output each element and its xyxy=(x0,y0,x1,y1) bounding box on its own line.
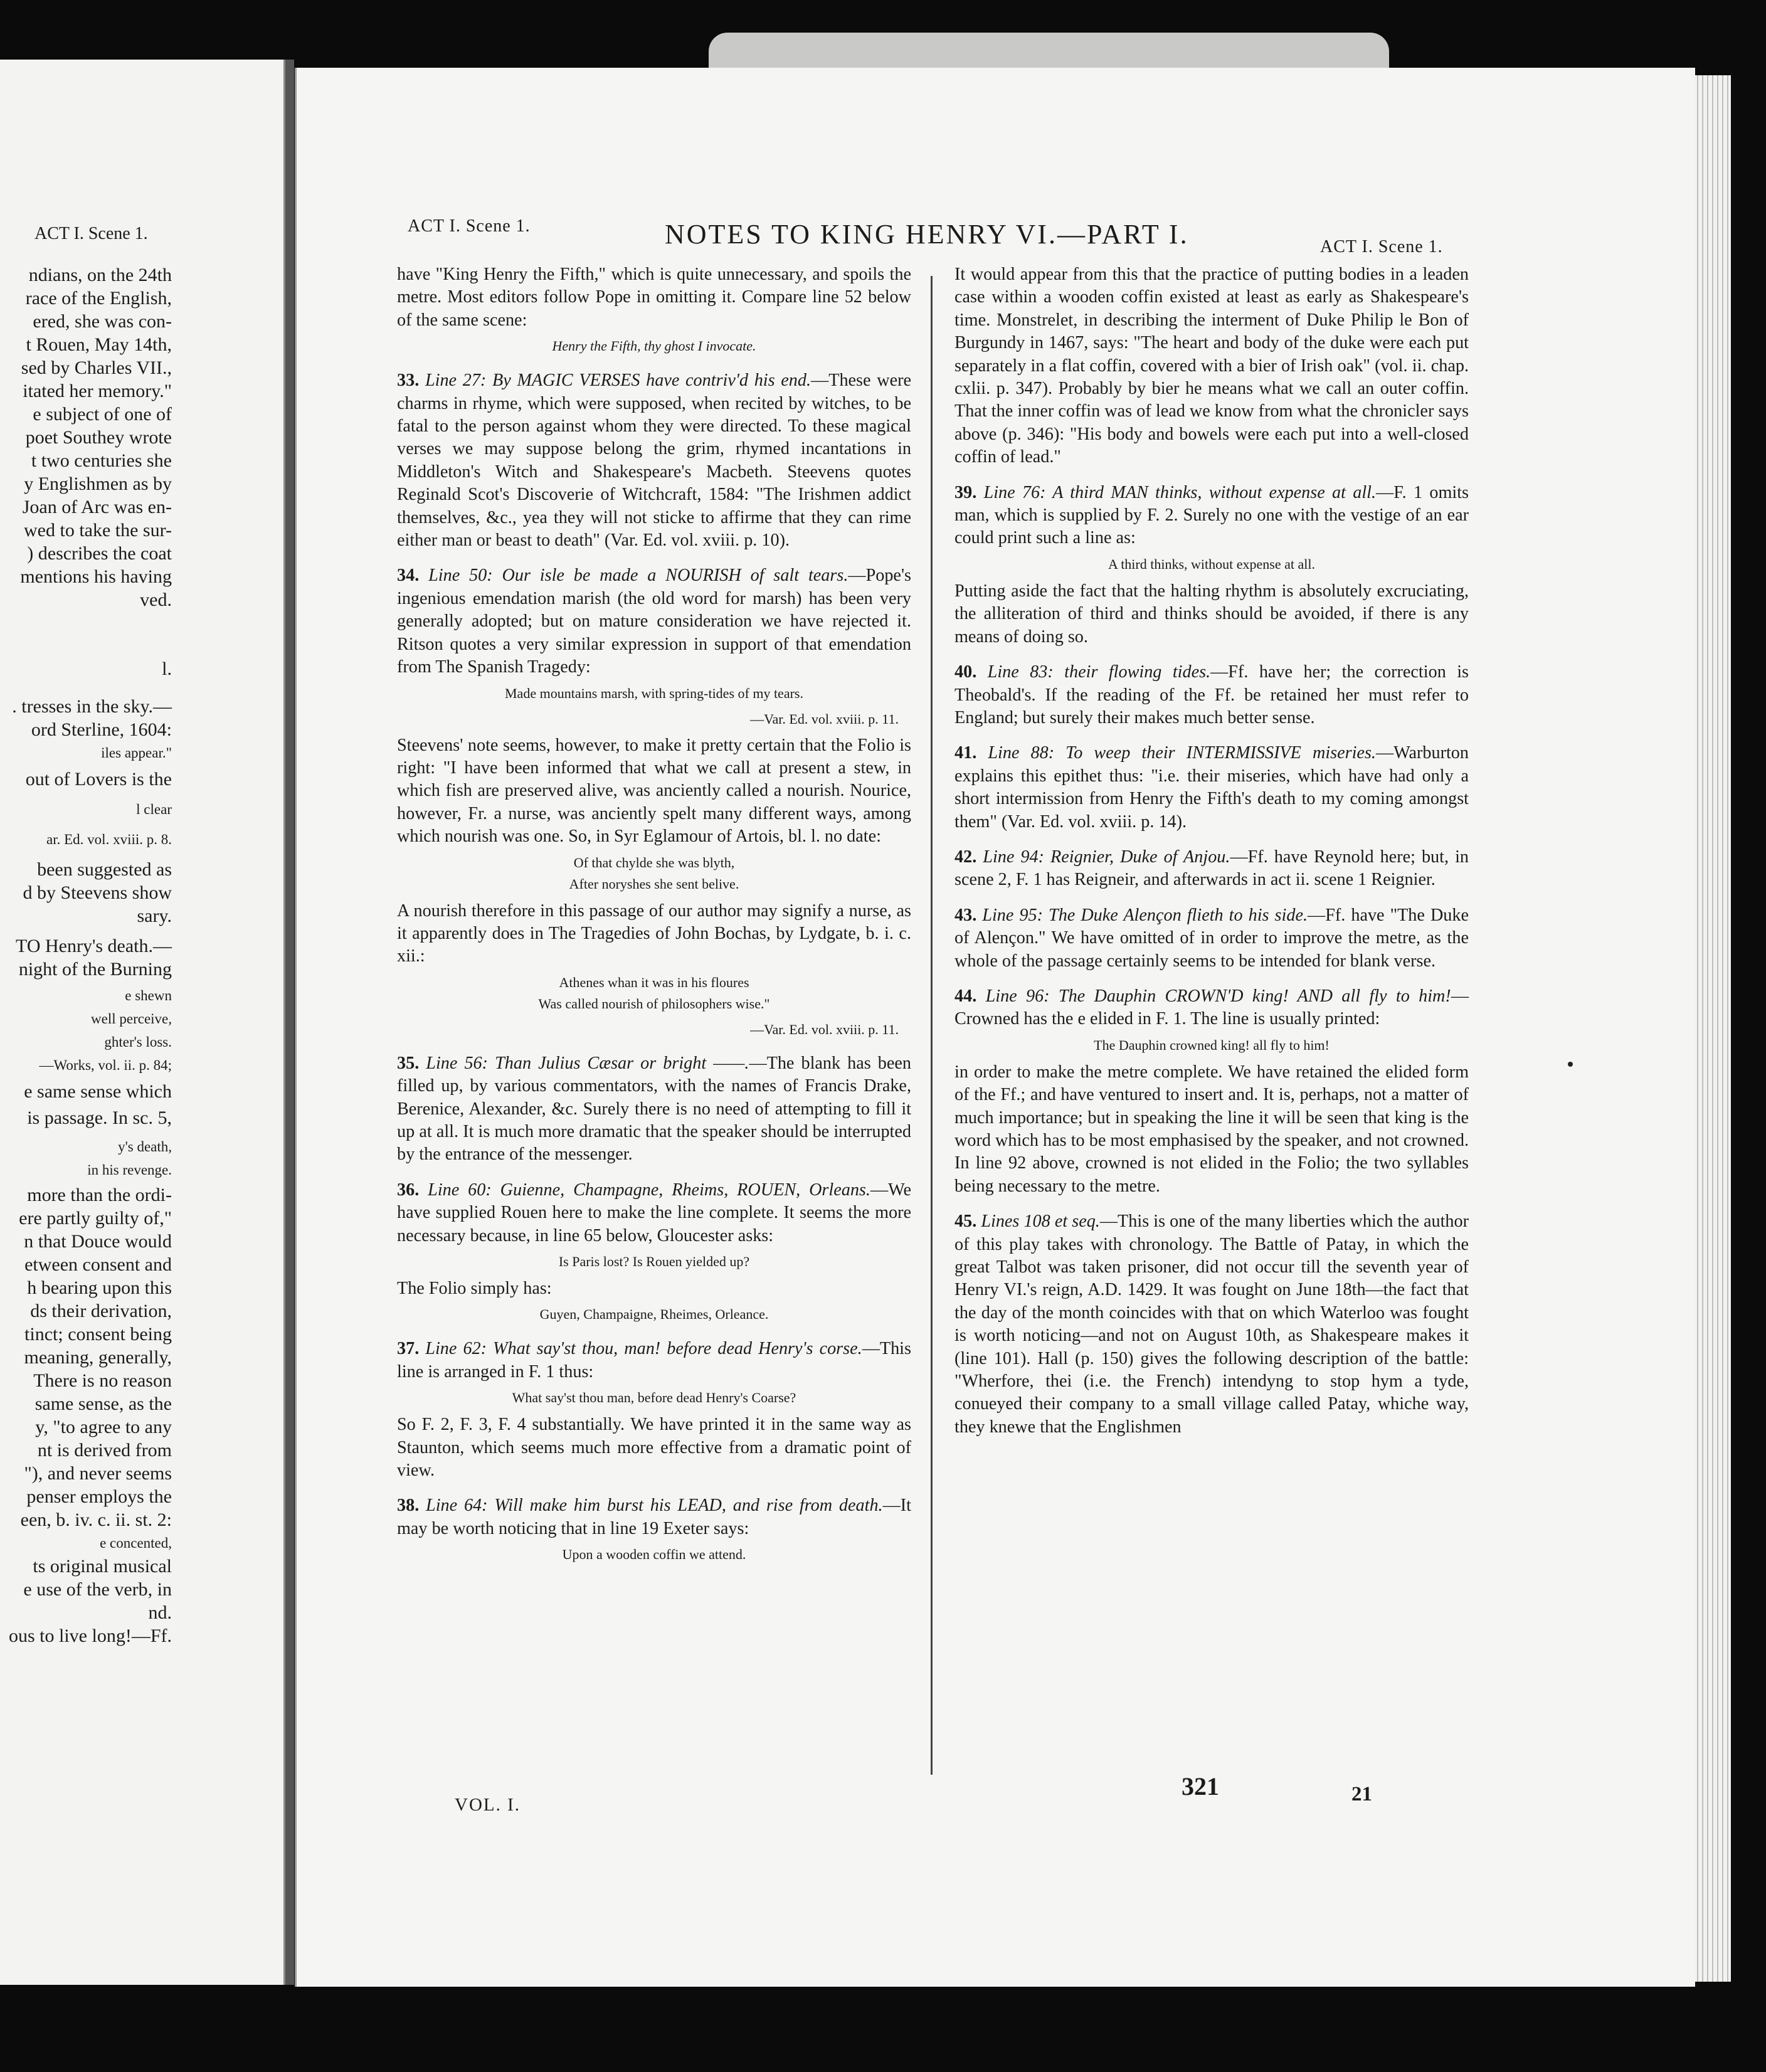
quotation: The Dauphin crowned king! all fly to him! xyxy=(1094,1037,1330,1053)
facing-page-line: ere partly guilty of," xyxy=(19,1208,172,1229)
note-44 xyxy=(954,985,1469,1031)
facing-page-line: ts original musical xyxy=(33,1556,172,1577)
facing-page-line: nt is derived from xyxy=(37,1440,172,1461)
facing-page-line: ered, she was con- xyxy=(33,311,172,332)
note-body: —Ff. have her; the correction is Theobald's. If the reading of the Ff. be retained her must refer to England; but surely their makes much better sense. xyxy=(954,662,1469,727)
note-body: —These were charms in rhyme, which were supposed, when recited by witches, to be fatal to the person against whom they were directed. To these magical verses we may suppose belong the grim, rhymed incantations in Middleton's Witch and Shakespeare's Macbeth. Steevens quotes Reginald Scot's Discoverie of Witchcraft, 1584: "The Irishmen addict themselves, &c., yea they will not sticke to affirme that they can rime either man or beast to death" (Var. Ed. vol. xviii. p. 10). xyxy=(397,371,911,551)
note-45 xyxy=(954,1210,1469,1439)
note-40 xyxy=(954,661,1469,729)
note-33 xyxy=(397,369,911,552)
note-body: —Warburton explains this epithet thus: "i.e. their miseries, which have had only a short intermission from Henry the Fifth's death to my coming amongst them" (Var. Ed. vol. xviii. p. 14). xyxy=(954,743,1469,832)
note-39 xyxy=(954,482,1469,550)
facing-page-line: d by Steevens show xyxy=(23,882,172,903)
note-lemma: Line 83: their flowing tides. xyxy=(987,662,1211,682)
note-lemma: Line 62: What say'st thou, man! before dead Henry's corse. xyxy=(425,1339,862,1359)
quotation-reference: —Var. Ed. vol. xviii. p. 11. xyxy=(750,711,899,727)
facing-page-line: nd. xyxy=(148,1602,172,1623)
note-lemma: Line 96: The Dauphin CROWN'D king! AND all fly to him! xyxy=(985,986,1451,1006)
note-number: 41. xyxy=(954,743,977,763)
note-body: Putting aside the fact that the halting rhythm is absolutely excruciating, the alliteration of third and thinks should be avoided, if there is any means of doing so. xyxy=(954,581,1469,647)
facing-page-line: TO Henry's death.— xyxy=(16,936,172,956)
note-number: 36. xyxy=(397,1180,420,1200)
quotation: Athenes whan it was in his floures xyxy=(559,974,749,990)
facing-page-line: well perceive, xyxy=(91,1011,172,1027)
facing-page-line: itated her memory." xyxy=(23,381,172,401)
facing-page-line: wed to take the sur- xyxy=(24,520,172,541)
note-number: 35. xyxy=(397,1053,420,1073)
note-number: 33. xyxy=(397,371,420,391)
quotation: Made mountains marsh, with spring-tides of my tears. xyxy=(505,685,803,701)
facing-page-line: e shewn xyxy=(125,988,172,1003)
facing-page-header: ACT I. Scene 1. xyxy=(34,224,148,243)
facing-page-line: ghter's loss. xyxy=(104,1034,172,1050)
note-body: The Folio simply has: xyxy=(397,1279,552,1298)
note-continuation: have "King Henry the Fifth," which is quite unnecessary, and spoils the metre. Most editors follow Pope in omitting it. Compare line 52 below of the same scene: xyxy=(397,265,911,330)
page-stack-edges xyxy=(1693,75,1731,1982)
facing-page-line: race of the English, xyxy=(25,288,172,309)
facing-page-line: poet Southey wrote xyxy=(25,427,172,448)
note-37 xyxy=(397,1338,911,1383)
quotation-reference: —Var. Ed. vol. xviii. p. 11. xyxy=(750,1021,899,1037)
note-lemma: Line 27: By MAGIC VERSES have contriv'd his end. xyxy=(425,371,812,391)
facing-page-line: night of the Burning xyxy=(18,959,172,980)
note-number: 37. xyxy=(397,1339,420,1359)
facing-page-line: mentions his having xyxy=(20,566,172,587)
note-lemma: Lines 108 et seq. xyxy=(981,1212,1100,1232)
note-lemma: Line 94: Reignier, Duke of Anjou. xyxy=(983,847,1230,867)
facing-page-line: in his revenge. xyxy=(87,1162,172,1178)
facing-page-line: e subject of one of xyxy=(33,404,172,425)
scan-speck xyxy=(1568,1062,1573,1067)
note-body: So F. 2, F. 3, F. 4 substantially. We have printed it in the same way as Staunton, which seems much more effective from a dramatic point of view. xyxy=(397,1415,911,1481)
facing-page-line: Joan of Arc was en- xyxy=(22,497,172,517)
note-34 xyxy=(397,564,911,679)
facing-page-line: ar. Ed. vol. xviii. p. 8. xyxy=(46,832,172,847)
column-divider xyxy=(931,276,933,1775)
note-number: 39. xyxy=(954,482,977,502)
note-lemma: Line 95: The Duke Alençon flieth to his side. xyxy=(982,905,1308,925)
note-body: —Pope's ingenious emendation marish (the old word for marsh) has been very generally adopted; but on mature consideration we have rejected it. Ritson quotes a very similar expression in support of that emendation from The Spanish Tragedy: xyxy=(397,566,911,677)
notes-column-left xyxy=(397,263,911,1570)
facing-page-line: tinct; consent being xyxy=(24,1324,172,1345)
quotation: Upon a wooden coffin we attend. xyxy=(562,1546,746,1563)
facing-page-line: ord Sterline, 1604: xyxy=(31,719,172,740)
signature-mark: 21 xyxy=(1351,1783,1372,1805)
note-number: 40. xyxy=(954,662,977,682)
facing-page-line: etween consent and xyxy=(24,1254,172,1275)
facing-page-line: meaning, generally, xyxy=(24,1347,172,1368)
note-body: —F. 1 omits man, which is supplied by F. 2. Surely no one with the vestige of an ear could print such a line as: xyxy=(954,482,1469,548)
note-lemma: Line 88: To weep their INTERMISSIVE miseries. xyxy=(988,743,1376,763)
facing-page-line: penser employs the xyxy=(26,1486,172,1507)
note-lemma: Line 56: Than Julius Cæsar or bright ——. xyxy=(426,1053,749,1073)
note-43 xyxy=(954,904,1469,973)
quotation: Is Paris lost? Is Rouen yielded up? xyxy=(558,1254,750,1269)
page-number: 321 xyxy=(1182,1772,1219,1800)
facing-page-line: iles appear." xyxy=(101,745,172,761)
facing-page-line: h bearing upon this xyxy=(27,1277,172,1298)
facing-page-line: y Englishmen as by xyxy=(24,473,172,494)
note-38 xyxy=(397,1494,911,1540)
facing-page-line: een, b. iv. c. ii. st. 2: xyxy=(20,1509,172,1530)
note-body: Steevens' note seems, however, to make it pretty certain that the Folio is right: "I have been informed that what we call at present a stew, in which fish are preserved alive, was anciently called a nourish. Nourice, however, Fr. a nurse, was anciently spelt many different ways, among which nourish was one. So, in Syr Eglamour of Artois, bl. l. no date: xyxy=(397,735,911,847)
note-number: 34. xyxy=(397,566,420,586)
facing-page-line: t Rouen, May 14th, xyxy=(26,334,172,355)
facing-page-line: sed by Charles VII., xyxy=(21,357,172,378)
note-body: —This line is arranged in F. 1 thus: xyxy=(397,1339,911,1382)
note-number: 43. xyxy=(954,905,977,925)
quotation: Guyen, Champaigne, Rheimes, Orleance. xyxy=(539,1306,769,1323)
facing-page-line: l. xyxy=(162,658,172,679)
running-head-right: ACT I. Scene 1. xyxy=(1320,237,1443,256)
note-number: 45. xyxy=(954,1212,977,1232)
volume-label: VOL. I. xyxy=(455,1795,521,1815)
note-body: —The blank has been filled up, by various commentators, with the names of Francis Drake, Berenice, Alexander, &c. Surely there is no need of attempting to fill it up at all. It is much more dramatic that the speaker should be interrupted by the entrance of the messenger. xyxy=(397,1053,912,1165)
facing-page-line: t two centuries she xyxy=(31,450,172,471)
facing-page-line: sary. xyxy=(137,906,172,926)
note-lemma: Line 64: Will make him burst his LEAD, and rise from death. xyxy=(426,1496,883,1516)
note-number: 44. xyxy=(954,986,977,1006)
facing-page-line: . tresses in the sky.— xyxy=(12,696,172,717)
note-number: 38. xyxy=(397,1496,420,1516)
quotation: Henry the Fifth, thy ghost I invocate. xyxy=(552,338,756,354)
page-edge xyxy=(709,33,1389,69)
facing-page-line: ous to live long!—Ff. xyxy=(9,1625,172,1646)
note-lemma: Line 60: Guienne, Champagne, Rheims, ROUEN, Orleans. xyxy=(428,1180,870,1200)
facing-page-line: ndians, on the 24th xyxy=(28,265,172,285)
note-body: —Ff. have "The Duke of Alençon." We have omitted of in order to improve the metre, as the whole of the passage certainly seems to be intended for blank verse. xyxy=(954,905,1469,971)
quotation: What say'st thou man, before dead Henry's Coarse? xyxy=(512,1390,796,1406)
facing-page-line: e concented, xyxy=(100,1535,172,1551)
note-41 xyxy=(954,742,1469,833)
note-body: —Crowned has the e elided in F. 1. The line is usually printed: xyxy=(954,986,1469,1029)
facing-page-line: l clear xyxy=(136,801,172,817)
note-body: —Ff. have Reynold here; but, in scene 2, F. 1 has Reigneir, and afterwards in act ii. scene 1 Reignier. xyxy=(954,847,1469,890)
facing-page-line: n that Douce would xyxy=(24,1231,172,1252)
quotation: A third thinks, without expense at all. xyxy=(1108,556,1315,572)
note-lemma: Line 76: A third MAN thinks, without expense at all. xyxy=(983,482,1377,502)
facing-page-line: same sense, as the xyxy=(34,1393,172,1414)
note-lemma: Line 50: Our isle be made a NOURISH of salt tears. xyxy=(428,566,849,586)
note-continuation: It would appear from this that the practice of putting bodies in a leaden case within a wooden coffin existed at least as early as Shakespeare's time. Monstrelet, in describing the interment of Duke Philip le Bon of Burgundy in 1467, says: "The heart and body of the duke were each put separately in a flat coffin, covered with a bier of Irish oak" (vol. ii. chap. cxlii. p. 347). Probably by bier he means what we call an outer coffin. That the inner coffin was of lead we know from what the chronicler says above (p. 346): "His body and bowels were each put into a well-closed coffin of lead." xyxy=(954,265,1469,467)
note-36 xyxy=(397,1179,911,1247)
facing-page-line: more than the ordi- xyxy=(27,1185,172,1205)
facing-page-line: ds their derivation, xyxy=(30,1301,172,1321)
notes-column-right xyxy=(954,263,1469,1439)
quotation: After noryshes she sent belive. xyxy=(569,875,739,892)
facing-page-line: ) describes the coat xyxy=(27,543,172,564)
note-number: 42. xyxy=(954,847,977,867)
note-body: —It may be worth noticing that in line 19 Exeter says: xyxy=(397,1496,911,1538)
facing-page-line: out of Lovers is the xyxy=(25,769,172,790)
quotation: Of that chylde she was blyth, xyxy=(573,854,735,870)
facing-page-line: y, "to agree to any xyxy=(35,1417,172,1437)
page-title: NOTES TO KING HENRY VI.—PART I. xyxy=(665,219,1189,250)
facing-page-line: "), and never seems xyxy=(24,1463,172,1484)
note-body: A nourish therefore in this passage of our author may signify a nurse, as it apparently does in The Tragedies of John Bochas, by Lydgate, b. i. c. xii.: xyxy=(397,901,911,966)
facing-page-line: ved. xyxy=(140,589,172,610)
note-35 xyxy=(397,1052,911,1166)
facing-page-line: e same sense which xyxy=(24,1081,172,1102)
note-body: —This is one of the many liberties which the author of this play takes with chronology. The Battle of Patay, in which the great Talbot was taken prisoner, did not occur till the seventh year of Henry VI.'s reign, A.D. 1429. It was fought on June 18th—the fact that the day of the month coincides with that on which Waterloo was fought is worth noticing—and not on August 10th, as Shakespeare makes it (line 101). Hall (p. 150) gives the following description of the battle: "Wherfore, thei (i.e. the French) intendyng to stop hym a tyde, conueyed their company to a small village called Patay, whiche way, they knewe that the Englishmen xyxy=(954,1212,1469,1437)
book-spine xyxy=(285,60,294,1985)
note-42 xyxy=(954,846,1469,892)
facing-page-line: been suggested as xyxy=(37,859,172,880)
note-body: in order to make the metre complete. We have retained the elided form of the Ff.; and have ventured to insert and. It is, perhaps, not a matter of much importance; but in speaking the line it will be seen that king is the word which has to be most emphasised by the speaker, and not crowned. In line 92 above, crowned is not elided in the Folio; the two syllables being necessary to the metre. xyxy=(954,1062,1469,1196)
facing-page-line: y's death, xyxy=(118,1139,172,1155)
running-head-left: ACT I. Scene 1. xyxy=(408,216,531,236)
facing-page-line: There is no reason xyxy=(33,1370,172,1391)
facing-page-line: is passage. In sc. 5, xyxy=(27,1107,172,1128)
facing-page xyxy=(0,60,285,1985)
facing-page-line: e use of the verb, in xyxy=(23,1579,172,1600)
note-body: —We have supplied Rouen here to make the line complete. It seems the more necessary because, in line 65 below, Gloucester asks: xyxy=(397,1180,911,1245)
facing-page-line: —Works, vol. ii. p. 84; xyxy=(39,1057,172,1073)
quotation: Was called nourish of philosophers wise." xyxy=(538,995,770,1012)
